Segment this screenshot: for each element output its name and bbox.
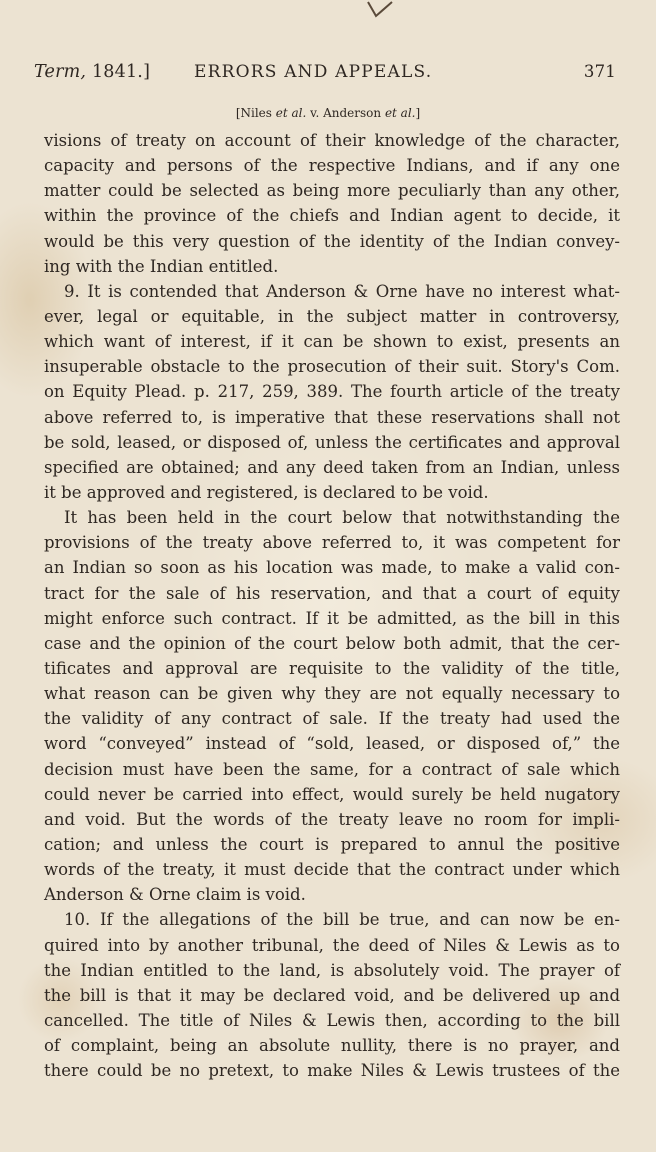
text-line: within the province of the chiefs and Indian agent to decide, it xyxy=(44,206,620,226)
text-line: the validity of any contract of sale. If the treaty had used the xyxy=(44,709,620,729)
text-line: 9. It is contended that Anderson & Orne have no interest what- xyxy=(64,281,620,301)
text-line: cation; and unless the court is prepared to annul the positive xyxy=(44,834,620,854)
text-line: 10. If the allegations of the bill be true, and can now be en- xyxy=(64,910,620,930)
text-line: it be approved and registered, is declared to be void. xyxy=(44,482,489,502)
text-line: matter could be selected as being more peculiarly than any other, xyxy=(44,181,620,201)
text-line: of complaint, being an absolute nullity, there is no prayer, and xyxy=(44,1036,620,1056)
court-title: ERRORS AND APPEALS. xyxy=(194,62,433,82)
text-line: cancelled. The title of Niles & Lewis then, according to the bill xyxy=(44,1010,620,1030)
text-line: could never be carried into effect, would surely be held nugatory xyxy=(44,784,620,804)
case-caption: [Niles et al. v. Anderson et al.] xyxy=(235,106,421,120)
text-line: what reason can be given why they are not equally necessary to xyxy=(44,684,620,704)
text-line: ever, legal or equitable, in the subject matter in controversy, xyxy=(44,306,620,326)
text-line: case and the opinion of the court below both admit, that the cer- xyxy=(44,633,620,653)
text-line: words of the treaty, it must decide that the contract under which xyxy=(44,860,620,880)
body-text xyxy=(44,128,620,1083)
text-line: capacity and persons of the respective Indians, and if any one xyxy=(44,156,620,176)
text-line: ing with the Indian entitled. xyxy=(44,256,279,276)
text-line: visions of treaty on account of their knowledge of the character, xyxy=(44,131,620,150)
text-line: the bill is that it may be declared void, and be delivered up and xyxy=(44,985,620,1005)
text-line: insuperable obstacle to the prosecution of their suit. Story's Com. xyxy=(44,357,620,377)
text-line: and void. But the words of the treaty leave no room for impli- xyxy=(44,809,620,829)
term-year: Term, 1841.] xyxy=(34,62,151,82)
text-line: quired into by another tribunal, the deed of Niles & Lewis as to xyxy=(44,935,620,955)
text-line: the Indian entitled to the land, is absolutely void. The prayer of xyxy=(44,960,620,980)
text-line: Anderson & Orne claim is void. xyxy=(44,885,306,905)
text-line: decision must have been the same, for a contract of sale which xyxy=(44,759,620,779)
text-line: might enforce such contract. If it be admitted, as the bill in this xyxy=(44,608,620,628)
text-line: It has been held in the court below that notwithstanding the xyxy=(64,508,620,528)
text-line: above referred to, is imperative that these reservations shall not xyxy=(44,407,620,427)
text-line: on Equity Plead. p. 217, 259, 389. The fourth article of the treaty xyxy=(44,382,620,402)
text-line: word “conveyed” instead of “sold, leased, or disposed of,” the xyxy=(44,734,620,754)
ink-mark xyxy=(362,0,398,22)
text-line: tract for the sale of his reservation, and that a court of equity xyxy=(44,583,620,603)
text-line: be sold, leased, or disposed of, unless the certificates and approval xyxy=(44,432,620,452)
text-line: would be this very question of the identity of the Indian convey- xyxy=(44,231,620,251)
page-number: 371 xyxy=(583,62,616,81)
text-line: tificates and approval are requisite to the validity of the title, xyxy=(44,658,620,678)
text-line: which want of interest, if it can be shown to exist, presents an xyxy=(44,332,620,352)
text-line: provisions of the treaty above referred to, it was competent for xyxy=(44,533,620,553)
text-line: specified are obtained; and any deed taken from an Indian, unless xyxy=(44,457,620,477)
text-line: an Indian so soon as his location was made, to make a valid con- xyxy=(44,558,620,578)
running-header xyxy=(34,62,616,92)
text-line: there could be no pretext, to make Niles & Lewis trustees of the xyxy=(44,1061,620,1081)
